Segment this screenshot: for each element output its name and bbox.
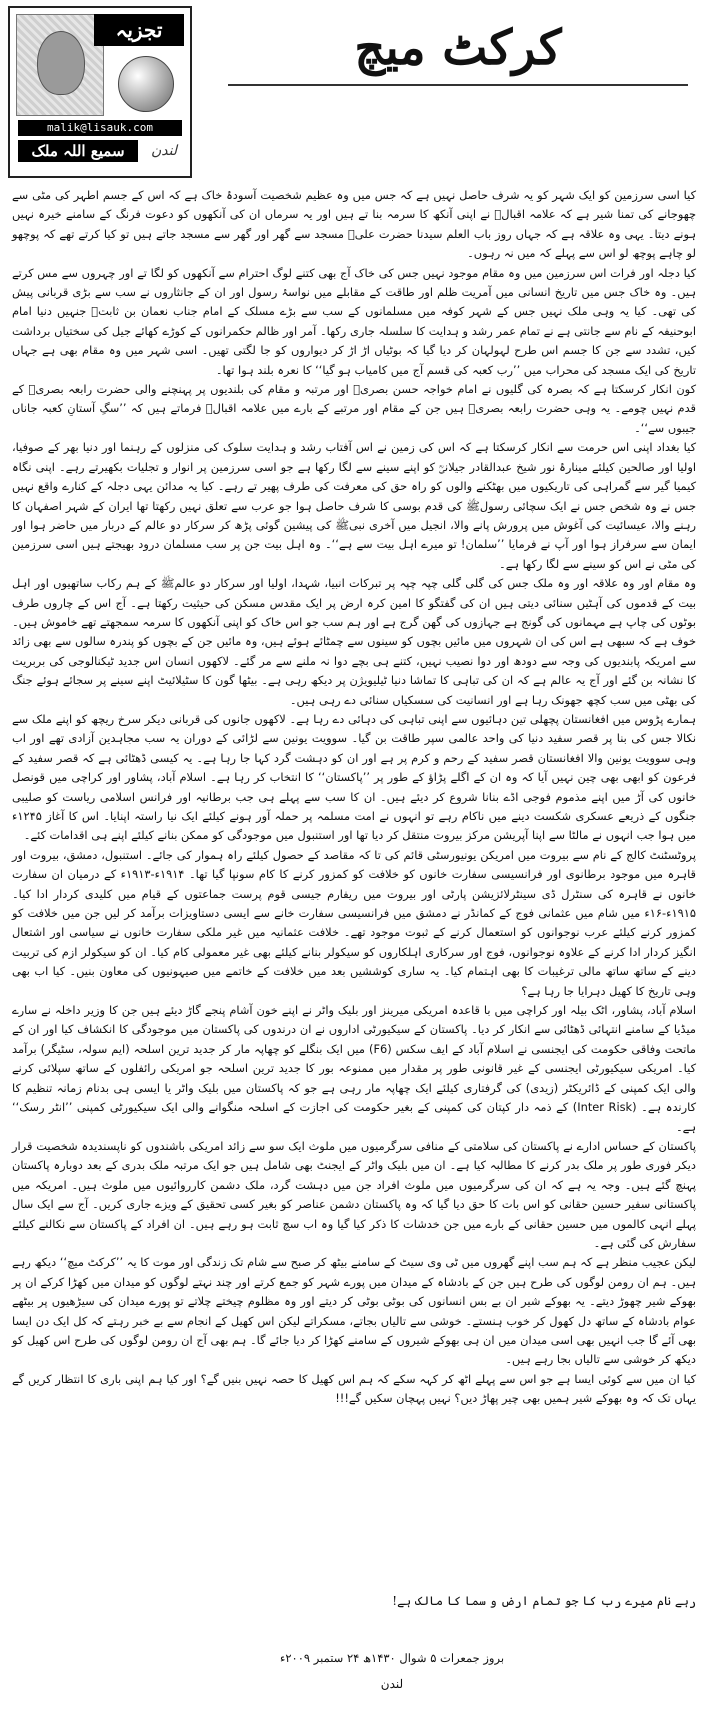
paragraph: کیا اسی سرزمین کو ایک شہر کو یہ شرف حاصل نہیں ہے کہ جس میں وہ عظیم شخصیت آسودۂ خاک ہے کہ اس کے جسم اطہر کی مٹی سے چھوجانے کی تمنا شیر ہے کہ علامہ اقبالؒ نے اپنی آنکھ کا سرمہ بنا تے ہیں اور یہ سرماں ان کی آنکھوں کو دعوت فرنگ کے سامنے خیرہ نہیں ہونے دیتا۔ یہی وہ علاقہ ہے کہ جہاں روز باب العلم سیدنا حضرت علیؓ مسجد سے گھر اور گھر سے مسجد جاتے ہیں تو کیا کرتے تھے کہ پوچھو لو چاہے پوچھ لو اس سے پہلے کہ میں نہ رہوں۔ [12,188,696,261]
author-signature: لندن [150,143,178,159]
article-header [0,0,708,180]
author-name: سمیع اللہ ملک [18,140,138,162]
paragraph: کیا دجلہ اور فرات اس سرزمین میں وہ مقام موجود نہیں جس کی خاک آج بھی کتنے لوگ احترام سے آنکھوں کو لگا تے اور چہروں سے مس کرتے ہیں۔ وہ خاک جس میں تاریخ انسانی میں آمریت ظلم اور طاقت کے مقابلے میں نواسۂ رسول اور ان کے جانثاروں نے سب سے بڑی قربانی پیش کی تھی۔ کیا یہ وہی ملک نہیں جس کے شہر کوفہ میں مسلمانوں کے سب سے بڑے مسلک کے امام جناب نعمان بن ثابتؒ جنہیں دنیا امام ابوحنیفہ کے نام سے جانتی ہے نے تمام عمر رشد و ہدایت کا سلسلہ جاری رکھا۔ آمر اور ظالم حکمرانوں کے کوڑے کھائے جیل کی سختیاں برداشت کیں، تشدد سے جن کا جسم اس طرح لہولہان کر دیا گیا کہ بوٹیاں اڑ اڑ کر دیواروں کو جا لگتی تھیں۔ اسی شہر میں وہ مقام بھی ہے جہاں تاریخ کی ایک مسجد کی محراب میں ’’رب کعبہ کی قسم آج میں کامیاب ہو گیا‘‘ کا نعرہ بلند ہوا تھا۔ [12,265,696,377]
place-line: لندن [380,1677,404,1691]
paragraph: لیکن عجیب منظر ہے کہ ہم سب اپنے گھروں میں ٹی وی سیٹ کے سامنے بیٹھ کر صبح سے شام تک زندگی اور موت کا یہ ’’کرکٹ میچ‘‘ دیکھ رہے ہیں۔ ہم ان رومن لوگوں کی طرح ہیں جن کے بادشاہ کے میدان میں پورے شہر کو جمع کرتے اور چند نہتے لوگوں کو میدان میں کھڑا کرکے ان پر بھوکے شیر چھوڑ دیتے۔ یہ بھوکے شیر ان بے بس انسانوں کی بوٹی بوٹی کر دیتے اور وہ مظلوم چیختے چلاتے تو پورے میدان کی سیڑھیوں پر بیٹھے عوام بادشاہ کے ساتھ دل کھول کر خوب ہنستے۔ خوشی سے تالیاں بجاتے، مسکراتے لیکن اس کھیل کے انجام سے بے خبر رہتے کہ کل ایک دن ایسا بھی آئے گا جب انہیں بھی اسی میدان میں ان ہی بھوکے شیروں کے سامنے کھڑا کر دیا جائے گا۔ ہم بھی آج ان رومن لوگوں کی طرح اس کھیل کو دیکھ کر خوشی سے تالیاں بجا رہے ہیں۔ [12,1255,696,1367]
headline: کرکٹ میچ [354,20,562,76]
article-footer [12,1590,696,1700]
paragraph: وہ مقام اور وہ علاقہ اور وہ ملک جس کی گلی گلی چپہ چپہ پر تبرکات انبیا، شہدا، اولیا اور سرکار دو عالمﷺ کے ہم رکاب ساتھیوں اور اہل بیت کے قدموں کی آہٹیں سنائی دیتی ہیں ان کی گفتگو کا امین کرہ ارض پر ایک مقدس مسکن کی حیثیت رکھتا ہے۔ آج اس کے چاروں طرف بوٹوں کی چاپ ہے مہمانوں کی گونج ہے جہازوں کی گھن گرج ہے اور ہم سب جو اس خاک کو اپنی آنکھوں کا سرمہ سمجھتے تھے خاموش ہیں۔ خوف ہے کہ سبھی ہے اس کی ان شہروں میں مائیں بچوں کو سینوں سے چمٹائے ہوئے ہیں، وہ مائیں جن کے بچوں کو پندرہ سالوں سے بھی زائد سے امریکہ پابندیوں کی وجہ سے دودھ اور دوا نصیب نہیں، کتنے ہی بچے دوا نہ ملنے سے مر گئے۔ لاکھوں انسان اس جدید ٹیکنالوجی کی بربریت کا نشانہ بن گئے اور آج یہ عالم ہے کہ ان کی تباہی کا تماشا دنیا ٹیلیویژن پر دیکھ رہی ہے۔ بیٹھا گون کا سٹیلائیٹ اپنے سینے پر سجائے ہوئے جنگ کی بھٹی میں سب کچھ جھونک رہا ہے اور انسانیت کی سسکیاں سنائی دے رہی ہیں۔ [12,576,696,707]
headline-rule [228,84,688,86]
author-portrait [16,14,104,116]
paragraph: ہمارے پڑوس میں افغانستان پچھلی تین دہائیوں سے اپنی تباہی کی دہائی دے رہا ہے۔ لاکھوں جانوں کی قربانی دیکر سرخ ریچھ کو اپنے ملک سے نکالا جس کی بنا پر قصر سفید دنیا کی واحد عالمی سپر طاقت بن گیا۔ سوویت یونین سے لڑائی کے دوران یہ سب مجاہدین آزادی تھے اور اب وہی سوویت یونین والا افغانستان قصر سفید کے رحم و کرم پر ہے اور ان کو دہشت گرد کہا جا رہا ہے۔ یہ کیسی ڈھٹائی ہے کہ قصر سفید کے فرعون کو ابھی بھی چین نہیں آیا کہ وہ ان کے اگلے پڑاؤ کے طور پر ’’پاکستان‘‘ کا انتخاب کر رہا ہے۔ اسلام آباد، پشاور اور کراچی میں قونصل خانوں کی آڑ میں اپنے مذموم فوجی اڈے بنانا شروع کر دیئے ہیں۔ ان کا سب سے پہلے ہی جب برطانیہ اور فرانس اسلامی ریاست کو صلیبی جنگوں کے ذریعے عسکری شکست دینے میں ناکام رہے تو انہوں نے امت مسلمہ پر حملہ آور ہونے کیلئے ایک نیا راستہ اپنایا۔ اس کا آغاز ۱۲۴۵ء میں ہوا جب انہوں نے مالٹا سے اپنا آپریشن مرکز بیروت منتقل کر دیا تھا اور استنبول میں موجودگی کو ممکن بنانے کیلئے اپنے ہی اقدامات کئے۔ [12,711,696,843]
paragraph: کیا ان میں سے کوئی ایسا ہے جو اس سے پہلے اٹھ کر کہہ سکے کہ ہم اس کھیل کا حصہ نہیں بنیں گے؟ اور کیا ہم اپنی باری کا انتظار کریں گے یہاں تک کہ وہ بھوکے شیر ہمیں بھی چیر پھاڑ دیں؟ نہیں پہچان سکیں گے!!! [12,1371,696,1406]
closing-line: رہے نام میرے رب کا جو تمام ارض و سما کا مالک ہے! [392,1594,696,1608]
globe-icon [118,56,174,112]
byline-box [8,6,192,178]
column-tag: تجزیہ [94,14,184,46]
author-email[interactable]: malik@lisauk.com [18,120,182,136]
portrait-face [37,31,85,95]
paragraph: پروٹسٹنٹ کالج کے نام سے بیروت میں امریکن یونیورسٹی قائم کی تا کہ مقاصد کے حصول کیلئے راہ ہموار کی جائے۔ استنبول، دمشق، بیروت اور قاہرہ میں موجود برطانوی اور فرانسیسی سفارت خانوں کو خلافت کو کمزور کرنے کا کام سونپا گیا تھا۔ ۱۹۱۴ء-۱۹۱۳ء کے درمیان ان سفارت خانوں نے قاہرہ کی سنٹرل ڈی سینٹرلائزیشن پارٹی اور بیروت میں ریفارم جیسی قوم پرست جماعتوں کے قیام میں کلیدی کردار ادا کیا۔ ۱۹۱۵ء-۱۶ء میں شام میں عثمانی فوج کے کمانڈر نے دمشق میں فرانسیسی سفارت خانے سے ایسی دستاویزات برآمد کر لیں جن میں خلافت کو کمزور کرنے کیلئے عرب نوجوانوں کو استعمال کرنے کے ثبوت موجود تھے۔ خلافت عثمانیہ میں غیر ملکی سفارت خانوں نے سیاسی اور اشتعال انگیز کردار ادا کرنے کے علاوہ نوجوانوں، فوج اور سرکاری اہلکاروں کو سیکولر بنانے کیلئے بھی غیر معمولی کام کیا۔ ان کو سیکولر ازم کی تربیت دینے کے ساتھ ساتھ مالی ترغیبات کا بھی اہتمام کیا۔ یہ ساری کوششیں بعد میں خلافت کے خاتمے میں صیہونیوں کی معاون بنیں۔ کیا اب بھی وہی تاریخ کا کھیل دہرایا جا رہا ہے؟ [12,847,696,998]
article-body [12,182,696,1409]
dateline: بروز جمعرات ۵ شوال ۱۴۳۰ھ ۲۴ ستمبر ۲۰۰۹ء [279,1651,505,1665]
paragraph: اسلام آباد، پشاور، اٹک بیلہ اور کراچی میں با قاعدہ امریکی میرینز اور بلیک واٹر نے اپنے خون آشام پنجے گاڑ دیئے ہیں جن کا وزیر داخلہ نے سارے میڈیا کے سامنے انتہائی ڈھٹائی سے انکار کر دیا۔ پاکستان کے سیکیورٹی اداروں نے ان درندوں کی پاکستان میں موجودگی کا انکشاف کیا اور ان کے ماتحت وفاقی حکومت کی ایجنسی نے اسلام آباد کے ایف سکس (F6) میں ایک بنگلے کو چھاپہ مار کر جدید ترین اسلحہ (ایم سولہ، سٹیگر) برآمد کیا۔ امریکی سیکیورٹی ایجنسی کے غیر قانونی طور پر مقدار میں ممنوعہ بور کا جدید ترین اسلحہ جو امریکی رائفلوں کے ساتھ سپلائی کرنے والی ایک کمپنی کے ڈائریکٹر (زیدی) کی گرفتاری کیلئے ایک چھاپہ مار رہی ہے جو کہ پاکستان میں بلیک واٹر یا ایسی ہی بدنام زمانہ تنظیم کا کارندہ ہے۔ (Inter Risk) کے ذمہ دار کپتان کی کمپنی کے بغیر حکومت کی اجازت کے اسلحہ منگوانے والی ایک سیکیورٹی کمپنی ’’انٹر رسک‘‘ ہے۔ [12,1003,696,1134]
paragraph: پاکستان کے حساس ادارے نے پاکستان کی سلامتی کے منافی سرگرمیوں میں ملوث ایک سو سے زائد امریکی باشندوں کو ناپسندیدہ شخصیت قرار دیکر فوری طور پر ملک بدر کرنے کا مطالبہ کیا ہے۔ ان میں بلیک واٹر کے ایجنٹ بھی شامل ہیں جو ایک مرتبہ ملک بدری کے بعد دوبارہ پاکستان پہنچ گئے ہیں۔ وجہ یہ ہے کہ ان کی سرگرمیوں میں ملوث افراد جن میں دہشت گرد، ملک دشمن کارروائیوں میں ملوث ہیں۔ امریکہ میں پاکستانی سفیر حسین حقانی کو اس بات کا حق دیا گیا کہ وہ پاکستان دشمن عناصر کو بغیر کسی تحقیق کے ویزے جاری کریں۔ آج سے ایک سال پہلے انہی کالموں میں حسین حقانی کے بارے میں جن خدشات کا ذکر کیا گیا وہ اب سچ ثابت ہو رہے ہیں۔ ان افراد کے پاکستان سے نکالنے کیلئے سفارش کی گئی ہے۔ [12,1138,696,1250]
paragraph: کیا بغداد اپنی اس حرمت سے انکار کرسکتا ہے کہ اس کی زمین نے اس آفتاب رشد و ہدایت سلوک کی منزلوں کے رہنما اور دنیا بھر کے صوفیا، اولیا اور صالحین کیلئے مینارۂ نور شیخ عبدالقادر جیلانیؒ کو اپنے سینے سے لگا رکھا ہے جو اسی سرزمین پر انوار و تجلیات بکھیرتے رہے۔ اپنی نگاہ کیمیا گیر سے گمراہی کی تاریکیوں میں بھٹکنے والوں کو راہ حق کی معرفت کی طرف پھیر تے رہے۔ کیا یہ مدائن یہی دجلہ کے کنارے واقع نہیں جس نے وہ شخص جس نے ایک سچائی رسولﷺ کی قدم بوسی کا شرف حاصل ہوا جو عرب سے تعلق نہیں رکھتا تھا ایران کے شہر اصفہان کا رہنے والا، عیسائیت کی آغوش میں پرورش پانے والا، انجیل میں آخری نبیﷺ کی پیشین گوئی پڑھ کر سرکار دو عالم کے دربار میں حاضر ہوا اور ایمان سے سرفراز ہوا اور آپ نے فرمایا ’’سلمان! تو میرے اہل بیت سے ہے‘‘۔ وہ اہل بیت جن پر سب مسلمان درود بھیجتے ہیں اسی سرزمین کی مٹی نے اس کو سینے سے لگا رکھا ہے۔ [12,440,696,571]
paragraph: کون انکار کرسکتا ہے کہ بصرہ کی گلیوں نے امام خواجہ حسن بصریؒ اور مرتبہ و مقام کی بلندیوں پر پہنچنے والی حضرت رابعہ بصریؒ کے قدم نہیں چومے۔ یہ وہی حضرت رابعہ بصریؒ ہیں جن کے مقام اور مرتبے کے بارے میں علامہ اقبالؒ فرماتے ہیں کہ ’’سگِ آستانِ کعبہ جاناں جیبوں سے‘‘۔ [12,382,696,435]
